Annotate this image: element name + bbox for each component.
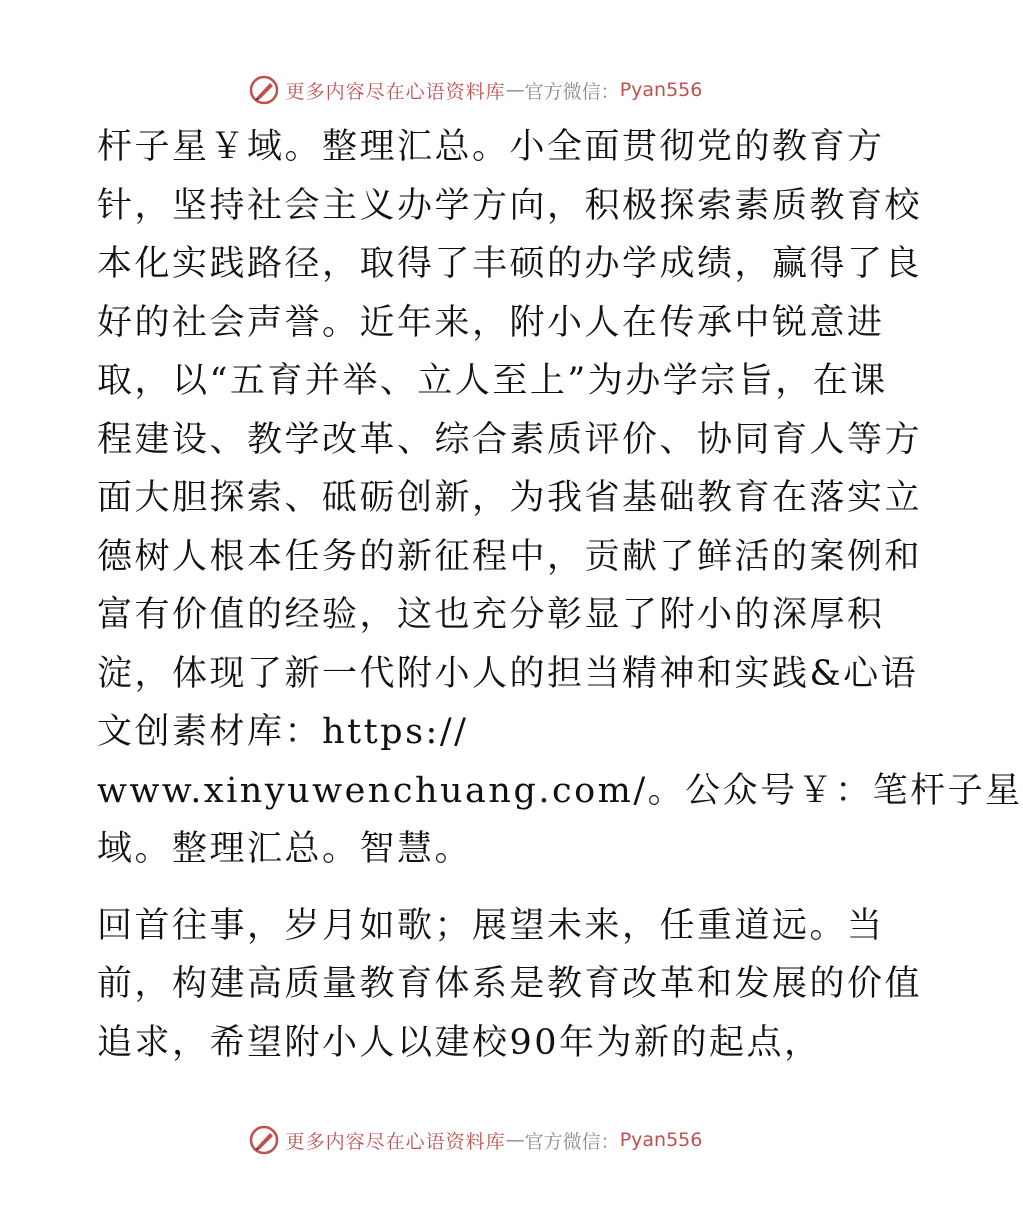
text-line: 本化实践路径，取得了丰硕的办学成绩，赢得了良 [97,244,923,284]
header-banner [0,70,950,110]
banner-separator: — [505,1129,525,1151]
text-line: 富有价值的经验，这也充分彰显了附小的深厚积 [97,595,885,635]
document-body [97,118,1023,1072]
text-line: www.xinyuwenchuang.com/。公众号￥：笔杆子星 [97,770,1023,811]
banner-wechat-id: Pyan556 [619,1129,703,1151]
footer-banner [0,1120,950,1160]
paragraph [97,118,1023,879]
text-line: 域。整理汇总。智慧。 [97,829,473,869]
text-line: 程建设、教学改革、综合素质评价、协同育人等方 [97,419,923,460]
logo-icon [248,74,280,106]
banner-wechat-id: Pyan556 [619,79,703,101]
logo-icon [248,1124,280,1156]
text-line: 杆子星￥域。整理汇总。小全面贯彻党的教育方 [97,127,885,167]
banner-text: 更多内容尽在心语资料库 [285,80,506,103]
text-line: 德树人根本任务的新征程中，贡献了鲜活的案例和 [97,536,923,577]
text-line: 针，坚持社会主义办学方向，积极探索素质教育校 [97,185,923,226]
text-line: 回首往事，岁月如歌；展望未来，任重道远。当 [97,905,885,946]
text-line: 前，构建高质量教育体系是教育改革和发展的价值 [97,964,923,1004]
text-line: 淀，体现了新一代附小人的担当精神和实践&心语 [97,653,919,694]
text-line: 文创素材库：https:// [97,712,469,752]
paragraph-gap [97,879,857,897]
banner-wechat-label: 官方微信： [524,1130,620,1153]
text-line: 面大胆探索、砥砺创新，为我省基础教育在落实立 [97,478,923,518]
banner-wechat-label: 官方微信： [524,80,620,103]
banner-separator: — [505,79,525,101]
text-line: 取，以“五育并举、立人至上”为办学宗旨，在课 [97,361,888,401]
paragraph [97,897,923,1073]
banner-text: 更多内容尽在心语资料库 [285,1130,506,1153]
text-line: 追求，希望附小人以建校90年为新的起点， [97,1022,822,1063]
text-line: 好的社会声誉。近年来，附小人在传承中锐意进 [97,302,885,343]
